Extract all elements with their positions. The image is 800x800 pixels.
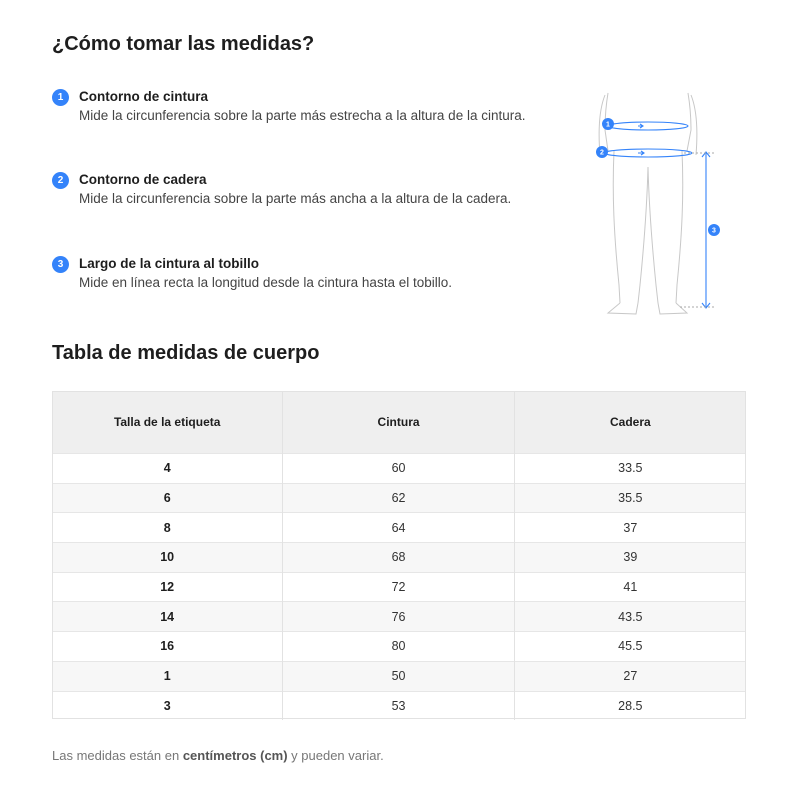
cell-size: 14: [52, 602, 283, 632]
footnote-text: Las medidas están en: [52, 748, 183, 763]
cell-waist: 62: [283, 483, 514, 513]
step-description: Mide la circunferencia sobre la parte más estrecha a la altura de la cintura.: [79, 108, 526, 123]
cell-waist: 50: [283, 661, 514, 691]
cell-size: 6: [52, 483, 283, 513]
table-row: [52, 661, 746, 691]
step-number-badge: 2: [52, 172, 69, 189]
step-title: Contorno de cadera: [79, 172, 207, 187]
footnote: [52, 748, 384, 763]
table-title: Tabla de medidas de cuerpo: [52, 342, 320, 364]
cell-size: 12: [52, 572, 283, 602]
cell-size: 10: [52, 543, 283, 573]
cell-hip: 37: [514, 513, 746, 543]
header-waist: Cintura: [283, 391, 514, 454]
footnote-unit: centímetros (cm): [182, 748, 288, 763]
cell-hip: 43.5: [514, 602, 746, 632]
step-waist: [52, 88, 532, 124]
cell-hip: 33.5: [514, 454, 746, 484]
feet-outline: [608, 303, 687, 314]
cell-size: 1: [52, 661, 283, 691]
cell-hip: 28.5: [514, 691, 746, 720]
step-title: Largo de la cintura al tobillo: [79, 256, 260, 271]
step-title: Contorno de cintura: [79, 89, 208, 104]
table-row: [52, 691, 746, 720]
body-measurement-illustration: [590, 85, 730, 320]
size-table: [52, 391, 746, 720]
cell-size: 4: [52, 454, 283, 484]
page-title: ¿Cómo tomar las medidas?: [52, 33, 315, 55]
cell-hip: 39: [514, 543, 746, 573]
table-row: [52, 632, 746, 662]
step-number-badge: 1: [52, 89, 69, 106]
cell-waist: 60: [283, 454, 514, 484]
cell-size: 3: [52, 691, 283, 720]
step-length: [52, 255, 532, 291]
step-description: Mide la circunferencia sobre la parte más ancha a la altura de la cadera.: [79, 191, 512, 206]
cell-waist: 72: [283, 572, 514, 602]
cell-hip: 35.5: [514, 483, 746, 513]
header-size: Talla de la etiqueta: [52, 391, 283, 454]
cell-waist: 68: [283, 543, 514, 573]
cell-size: 16: [52, 632, 283, 662]
legs-outline: [613, 151, 683, 303]
table-row: [52, 513, 746, 543]
table-header-row: [52, 391, 746, 454]
waist-measure-line: [608, 122, 688, 130]
hip-measure-line: [604, 149, 692, 157]
table-row: [52, 483, 746, 513]
cell-hip: 41: [514, 572, 746, 602]
cell-waist: 80: [283, 632, 514, 662]
cell-hip: 45.5: [514, 632, 746, 662]
cell-size: 8: [52, 513, 283, 543]
step-number-badge: 3: [52, 256, 69, 273]
step-hip: [52, 171, 532, 207]
cell-waist: 76: [283, 602, 514, 632]
marker-3-label: 3: [712, 227, 716, 235]
table-row: [52, 454, 746, 484]
cell-hip: 27: [514, 661, 746, 691]
table-row: [52, 572, 746, 602]
table-row: [52, 543, 746, 573]
table-row: [52, 602, 746, 632]
marker-2-label: 2: [600, 149, 604, 157]
cell-waist: 64: [283, 513, 514, 543]
footnote-text-end: y pueden variar.: [287, 748, 384, 763]
marker-1-label: 1: [606, 121, 610, 129]
cell-waist: 53: [283, 691, 514, 720]
step-description: Mide en línea recta la longitud desde la cintura hasta el tobillo.: [79, 275, 452, 290]
header-hip: Cadera: [514, 391, 746, 454]
